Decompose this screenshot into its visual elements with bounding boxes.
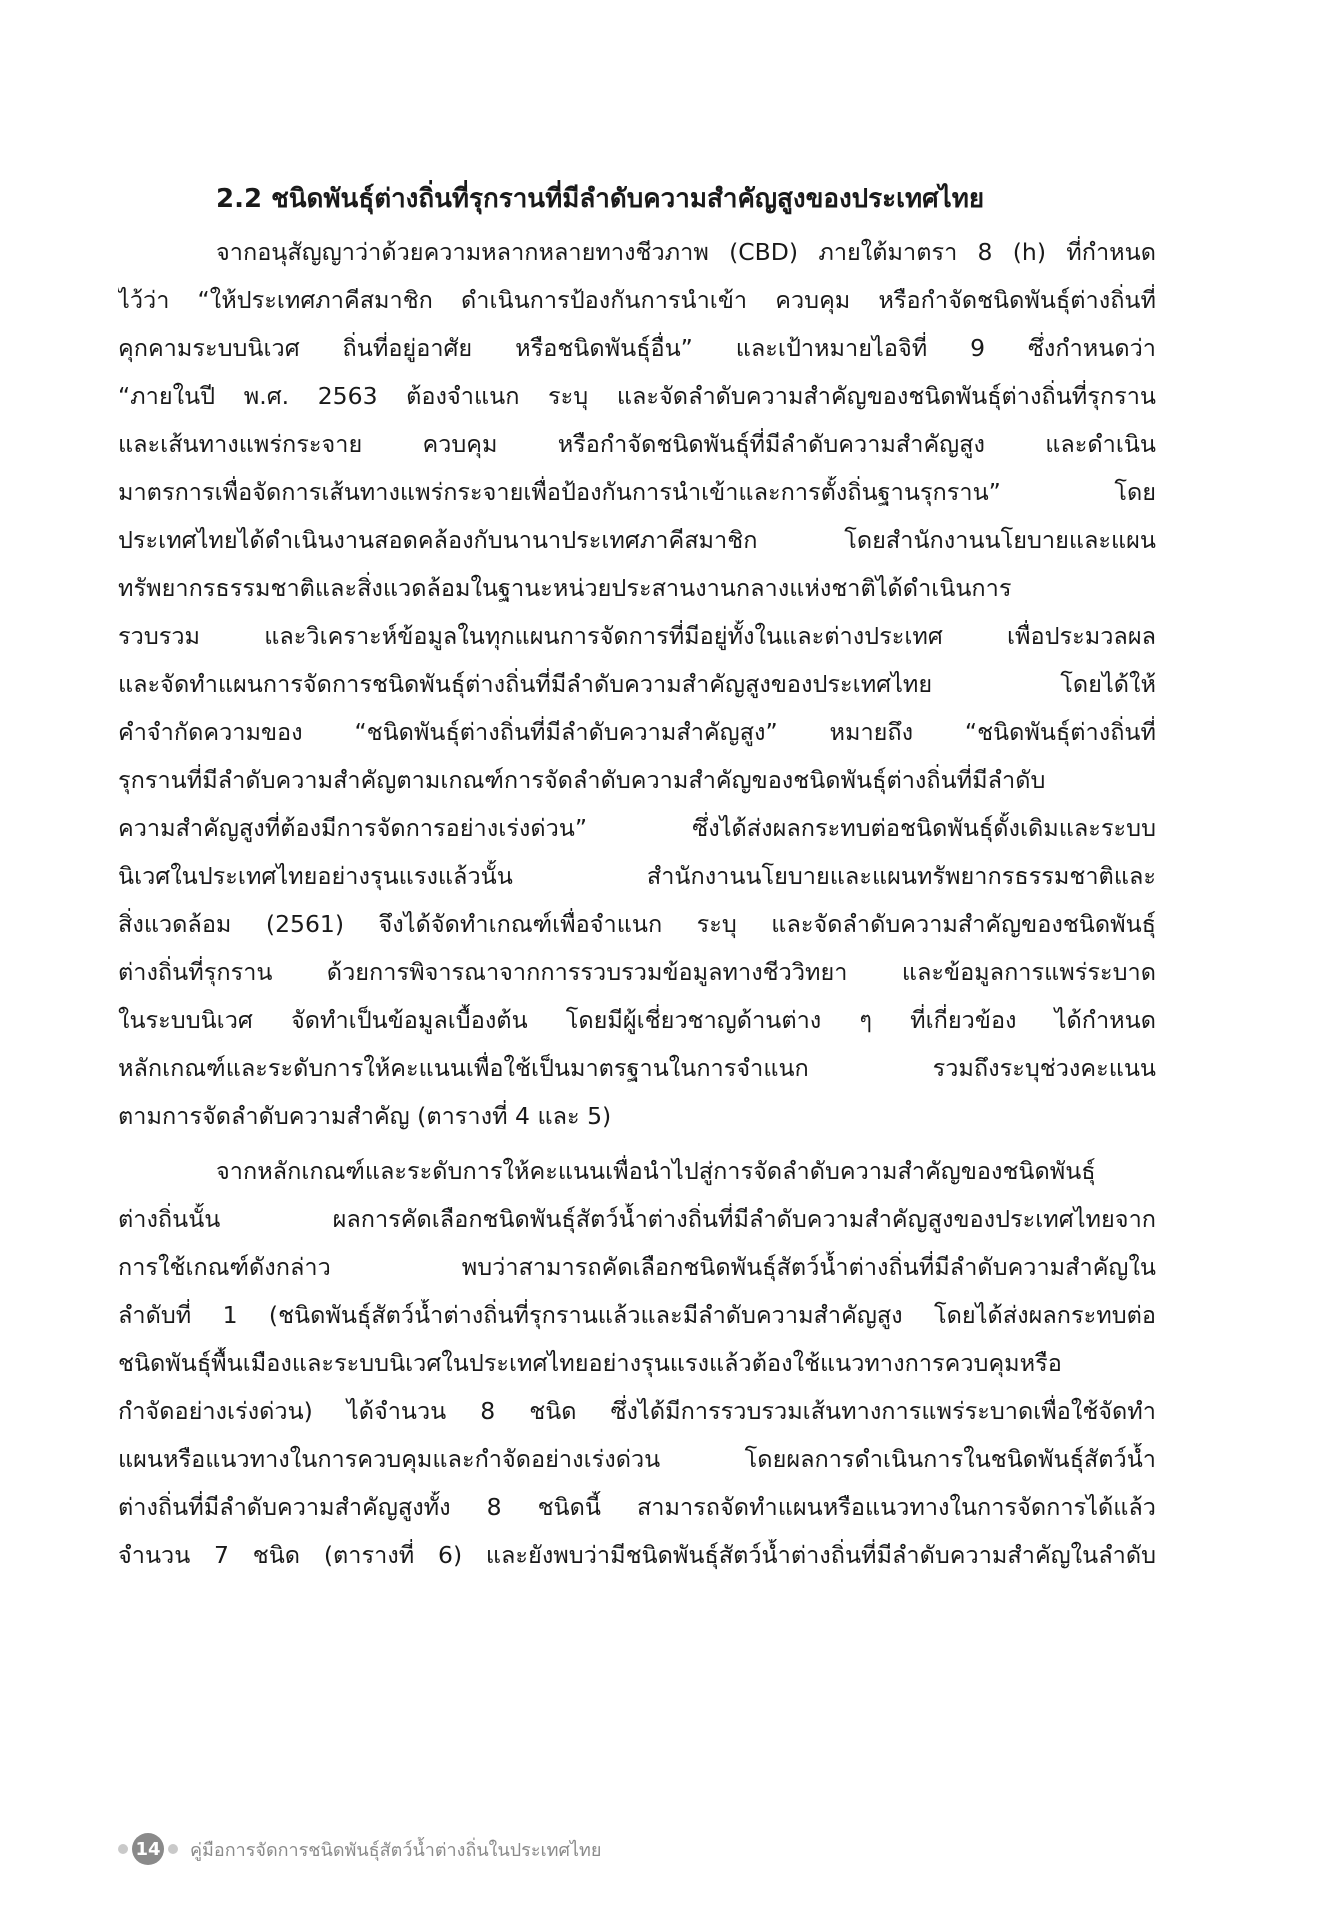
paragraph-1-line: และเส้นทางแพร่กระจาย ควบคุม หรือกำจัดชนิดพันธุ์ที่มีลำดับความสำคัญสูง และดำเนิน <box>118 430 1156 458</box>
paragraph-1-line: จากอนุสัญญาว่าด้วยความหลากหลายทางชีวภาพ (CBD) ภายใต้มาตรา 8 (h) ที่กำหนด <box>216 238 1156 266</box>
paragraph-2-line: ต่างถิ่นที่มีลำดับความสำคัญสูงทั้ง 8 ชนิดนี้ สามารถจัดทำแผนหรือแนวทางในการจัดการได้แล้ว <box>118 1493 1156 1521</box>
paragraph-1-line: ในระบบนิเวศ จัดทำเป็นข้อมูลเบื้องต้น โดยมีผู้เชี่ยวชาญด้านต่าง ๆ ที่เกี่ยวข้อง ได้กำหนด <box>118 1006 1156 1034</box>
paragraph-1-line: หลักเกณฑ์และระดับการให้คะแนนเพื่อใช้เป็นมาตรฐานในการจำแนก รวมถึงระบุช่วงคะแนน <box>118 1054 1156 1082</box>
paragraph-1-line: มาตรการเพื่อจัดการเส้นทางแพร่กระจายเพื่อป้องกันการนำเข้าและการตั้งถิ่นฐานรุกราน” โดย <box>118 478 1156 506</box>
paragraph-1-line: นิเวศในประเทศไทยอย่างรุนแรงแล้วนั้น สำนักงานนโยบายและแผนทรัพยากรธรรมชาติและ <box>118 862 1156 890</box>
paragraph-2-line: ลำดับที่ 1 (ชนิดพันธุ์สัตว์น้ำต่างถิ่นที่รุกรานแล้วและมีลำดับความสำคัญสูง โดยได้ส่งผลกระทบต่อ <box>118 1301 1156 1329</box>
paragraph-1-line: ไว้ว่า “ให้ประเทศภาคีสมาชิก ดำเนินการป้องกันการนำเข้า ควบคุม หรือกำจัดชนิดพันธุ์ต่างถิ่นที่ <box>118 286 1156 314</box>
footer-dot-icon <box>118 1844 128 1854</box>
footer-dot-icon <box>168 1844 178 1854</box>
paragraph-1-line: และจัดทำแผนการจัดการชนิดพันธุ์ต่างถิ่นที่มีลำดับความสำคัญสูงของประเทศไทย โดยได้ให้ <box>118 670 1156 698</box>
paragraph-1-line: ตามการจัดลำดับความสำคัญ (ตารางที่ 4 และ 5) <box>118 1102 612 1130</box>
paragraph-2-line: จากหลักเกณฑ์และระดับการให้คะแนนเพื่อนำไปสู่การจัดลำดับความสำคัญของชนิดพันธุ์ <box>216 1157 1096 1185</box>
paragraph-1-line: รุกรานที่มีลำดับความสำคัญตามเกณฑ์การจัดลำดับความสำคัญของชนิดพันธุ์ต่างถิ่นที่มีลำดับ <box>118 766 1046 794</box>
paragraph-1-line: “ภายในปี พ.ศ. 2563 ต้องจำแนก ระบุ และจัดลำดับความสำคัญของชนิดพันธุ์ต่างถิ่นที่รุกราน <box>118 382 1156 410</box>
page-footer <box>118 1834 601 1864</box>
paragraph-2-line: ชนิดพันธุ์พื้นเมืองและระบบนิเวศในประเทศไทยอย่างรุนแรงแล้วต้องใช้แนวทางการควบคุมหรือ <box>118 1349 1062 1377</box>
page-number-badge: 14 <box>132 1833 164 1865</box>
paragraph-1-line: คุกคามระบบนิเวศ ถิ่นที่อยู่อาศัย หรือชนิดพันธุ์อื่น” และเป้าหมายไอจิที่ 9 ซึ่งกำหนดว่า <box>118 334 1156 362</box>
paragraph-2-line: จำนวน 7 ชนิด (ตารางที่ 6) และยังพบว่ามีชนิดพันธุ์สัตว์น้ำต่างถิ่นที่มีลำดับความสำคัญในลำดับ <box>118 1541 1156 1569</box>
paragraph-1-line: ต่างถิ่นที่รุกราน ด้วยการพิจารณาจากการรวบรวมข้อมูลทางชีววิทยา และข้อมูลการแพร่ระบาด <box>118 958 1156 986</box>
paragraph-1-line: สิ่งแวดล้อม (2561) จึงได้จัดทำเกณฑ์เพื่อจำแนก ระบุ และจัดลำดับความสำคัญของชนิดพันธุ์ <box>118 910 1156 938</box>
paragraph-2-line: ต่างถิ่นนั้น ผลการคัดเลือกชนิดพันธุ์สัตว์น้ำต่างถิ่นที่มีลำดับความสำคัญสูงของประเทศไทยจาก <box>118 1205 1156 1233</box>
paragraph-2-line: การใช้เกณฑ์ดังกล่าว พบว่าสามารถคัดเลือกชนิดพันธุ์สัตว์น้ำต่างถิ่นที่มีลำดับความสำคัญใน <box>118 1253 1156 1281</box>
paragraph-1-line: ทรัพยากรธรรมชาติและสิ่งแวดล้อมในฐานะหน่วยประสานงานกลางแห่งชาติได้ดำเนินการ <box>118 574 1012 602</box>
paragraph-1-line: ความสำคัญสูงที่ต้องมีการจัดการอย่างเร่งด่วน” ซึ่งได้ส่งผลกระทบต่อชนิดพันธุ์ดั้งเดิมและระบบ <box>118 814 1156 842</box>
paragraph-1-line: คำจำกัดความของ “ชนิดพันธุ์ต่างถิ่นที่มีลำดับความสำคัญสูง” หมายถึง “ชนิดพันธุ์ต่างถิ่นที่ <box>118 718 1156 746</box>
footer-book-title: คู่มือการจัดการชนิดพันธุ์สัตว์น้ำต่างถิ่นในประเทศไทย <box>190 1839 602 1861</box>
section-heading: 2.2 ชนิดพันธุ์ต่างถิ่นที่รุกรานที่มีลำดับความสำคัญสูงของประเทศไทย <box>216 184 985 214</box>
paragraph-1-line: ประเทศไทยได้ดำเนินงานสอดคล้องกับนานาประเทศภาคีสมาชิก โดยสำนักงานนโยบายและแผน <box>118 526 1156 554</box>
paragraph-2-line: แผนหรือแนวทางในการควบคุมและกำจัดอย่างเร่งด่วน โดยผลการดำเนินการในชนิดพันธุ์สัตว์น้ำ <box>118 1445 1156 1473</box>
paragraph-2-line: กำจัดอย่างเร่งด่วน) ได้จำนวน 8 ชนิด ซึ่งได้มีการรวบรวมเส้นทางการแพร่ระบาดเพื่อใช้จัดทำ <box>118 1397 1156 1425</box>
paragraph-1-line: รวบรวม และวิเคราะห์ข้อมูลในทุกแผนการจัดการที่มีอยู่ทั้งในและต่างประเทศ เพื่อประมวลผล <box>118 622 1156 650</box>
